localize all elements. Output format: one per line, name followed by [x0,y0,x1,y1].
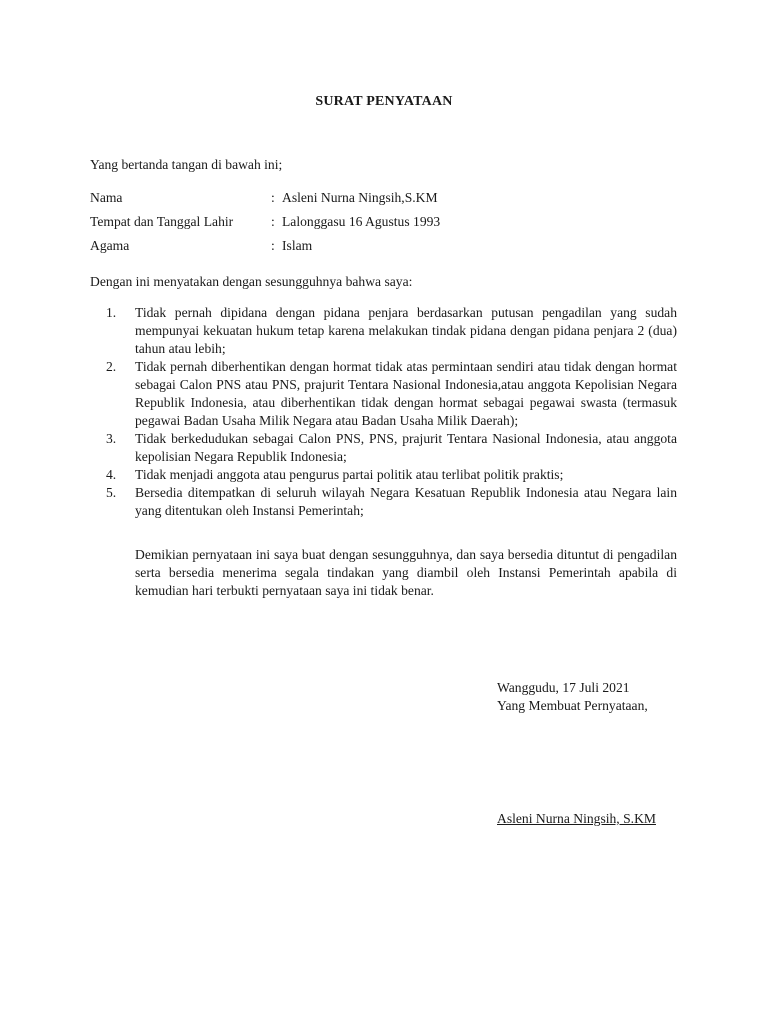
statement-text: Bersedia ditempatkan di seluruh wilayah Negara Kesatuan Republik Indonesia atau Negara lain yang ditentukan oleh Instansi Pemerintah; [135,485,677,518]
identity-colon: : [271,238,275,253]
signature-name: Asleni Nurna Ningsih, S.KM [497,811,656,826]
statement-text: Tidak berkedudukan sebagai Calon PNS, PNS, prajurit Tentara Nasional Indonesia, atau anggota kepolisian Negara Republik Indonesia; [135,431,677,464]
statement-text: Tidak pernah diberhentikan dengan hormat tidak atas permintaan sendiri atau tidak dengan hormat sebagai Calon PNS atau PNS, prajurit Tentara Nasional Indonesia,atau anggota Kepolisian Negara Republik Indonesia, atau diberhentikan tidak dengan hormat sebagai pegawai swasta (termasuk pegawai Badan Usaha Milik Negara atau Badan Usaha Milik Daerah); [135,359,677,428]
identity-value: Lalonggasu 16 Agustus 1993 [282,214,441,229]
statement-number: 2. [106,359,117,374]
statement-text: Tidak menjadi anggota atau pengurus partai politik atau terlibat politik praktis; [135,467,564,482]
statement-number: 4. [106,467,117,482]
intro-text: Yang bertanda tangan di bawah ini; [90,157,283,172]
identity-label: Tempat dan Tanggal Lahir [90,214,234,229]
statement-item [106,304,677,358]
statement-text: Tidak pernah dipidana dengan pidana penjara berdasarkan putusan pengadilan yang sudah mempunyai kekuatan hukum tetap karena melakukan tindak pidana dengan pidana penjara 2 (dua) tahun atau lebih; [135,305,677,356]
signature-place-date: Wanggudu, 17 Juli 2021 [497,680,630,695]
identity-label: Agama [90,238,130,253]
identity-value: Islam [282,238,313,253]
identity-colon: : [271,190,275,205]
statement-item [106,484,677,520]
statement-number: 5. [106,485,117,500]
statement-item [106,466,677,484]
statement-item [106,430,677,466]
identity-value: Asleni Nurna Ningsih,S.KM [282,190,438,205]
identity-colon: : [271,214,275,229]
document-title: SURAT PENYATAAN [315,94,453,109]
statement-list [106,304,677,520]
statement-number: 3. [106,431,117,446]
identity-row-birth [90,213,590,237]
closing-paragraph: Demikian pernyataan ini saya buat dengan sesungguhnya, dan saya bersedia dituntut di pengadilan serta bersedia menerima segala tindakan yang diambil oleh Instansi Pemerintah apabila di kemudian hari terbukti pernyataan saya ini tidak benar. [135,547,677,598]
signature-role: Yang Membuat Pernyataan, [497,698,648,713]
declaration-intro: Dengan ini menyatakan dengan sesungguhnya bahwa saya: [90,274,413,289]
statement-item [106,358,677,430]
identity-row-name [90,189,590,213]
identity-table [90,189,590,261]
identity-row-religion [90,237,590,261]
identity-label: Nama [90,190,123,205]
statement-number: 1. [106,305,117,320]
